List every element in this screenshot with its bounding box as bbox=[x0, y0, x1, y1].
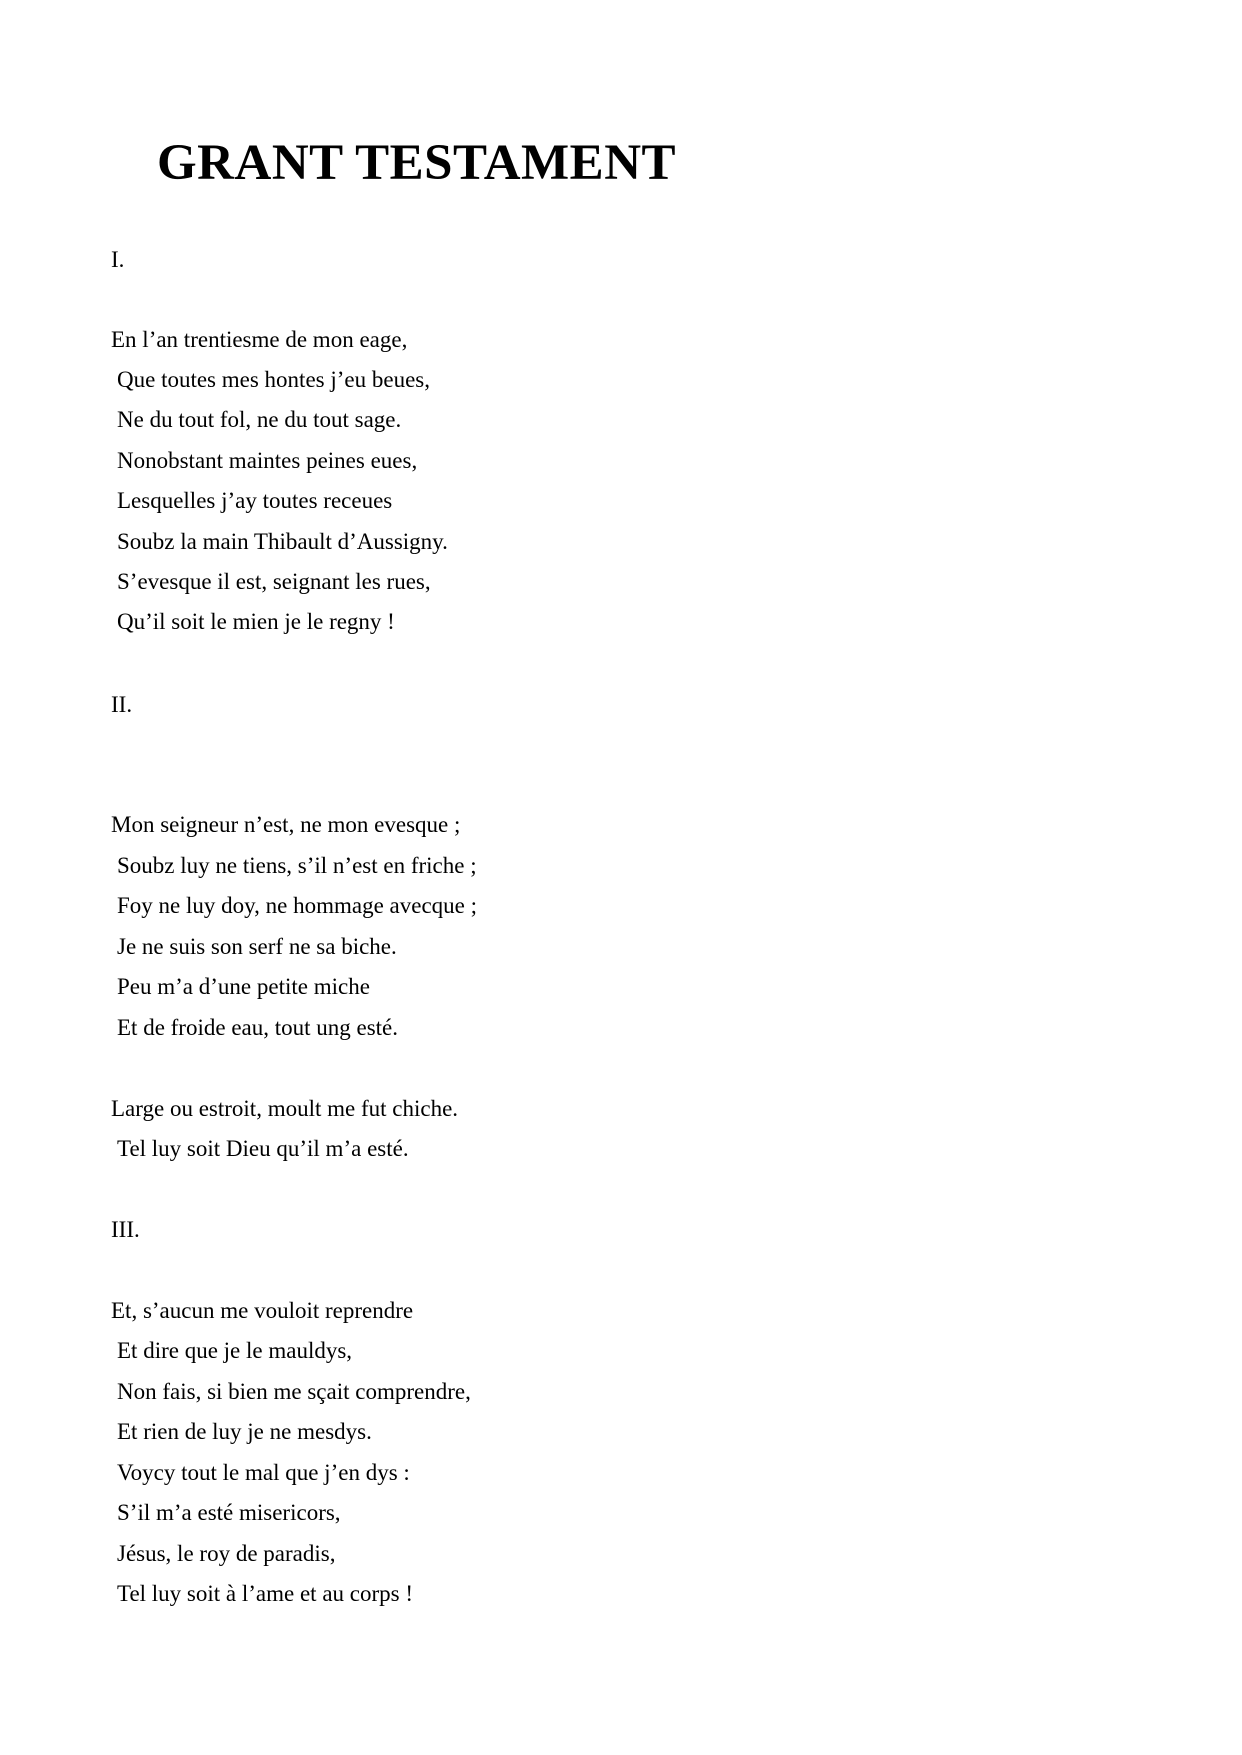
verse-line: Ne du tout fol, ne du tout sage. bbox=[117, 407, 402, 432]
verse-line: Lesquelles j’ay toutes receues bbox=[117, 488, 393, 513]
verse-line: Foy ne luy doy, ne hommage avecque ; bbox=[117, 893, 478, 918]
verse-line: Peu m’a d’une petite miche bbox=[117, 974, 370, 999]
verse-line: Non fais, si bien me sçait comprendre, bbox=[117, 1379, 471, 1404]
verse-line: S’evesque il est, seignant les rues, bbox=[117, 569, 431, 594]
verse-line: Soubz la main Thibault d’Aussigny. bbox=[117, 529, 448, 554]
verse-line: Je ne suis son serf ne sa biche. bbox=[117, 934, 397, 959]
verse-line: Et de froide eau, tout ung esté. bbox=[117, 1015, 399, 1040]
document-title: GRANT TESTAMENT bbox=[157, 135, 677, 191]
verse-line: Nonobstant maintes peines eues, bbox=[117, 448, 418, 473]
verse-line: Mon seigneur n’est, ne mon evesque ; bbox=[111, 812, 461, 837]
verse-line: Et rien de luy je ne mesdys. bbox=[117, 1419, 372, 1444]
verse-line: Tel luy soit Dieu qu’il m’a esté. bbox=[117, 1136, 409, 1161]
verse-line: Jésus, le roy de paradis, bbox=[117, 1541, 336, 1566]
section-numeral: III. bbox=[111, 1217, 140, 1242]
section-numeral: I. bbox=[111, 247, 125, 272]
verse-line: Que toutes mes hontes j’eu beues, bbox=[117, 367, 430, 392]
verse-line: Qu’il soit le mien je le regny ! bbox=[117, 609, 395, 634]
verse-line: Tel luy soit à l’ame et au corps ! bbox=[117, 1581, 414, 1606]
verse-line: Voycy tout le mal que j’en dys : bbox=[117, 1460, 410, 1485]
verse-line: Et, s’aucun me vouloit reprendre bbox=[111, 1298, 414, 1323]
verse-line: S’il m’a esté misericors, bbox=[117, 1500, 341, 1525]
verse-line: Large ou estroit, moult me fut chiche. bbox=[111, 1096, 459, 1121]
verse-line: Soubz luy ne tiens, s’il n’est en friche ; bbox=[117, 853, 477, 878]
section-numeral: II. bbox=[111, 692, 133, 717]
verse-line: Et dire que je le mauldys, bbox=[117, 1338, 353, 1363]
verse-line: En l’an trentiesme de mon eage, bbox=[111, 327, 408, 352]
